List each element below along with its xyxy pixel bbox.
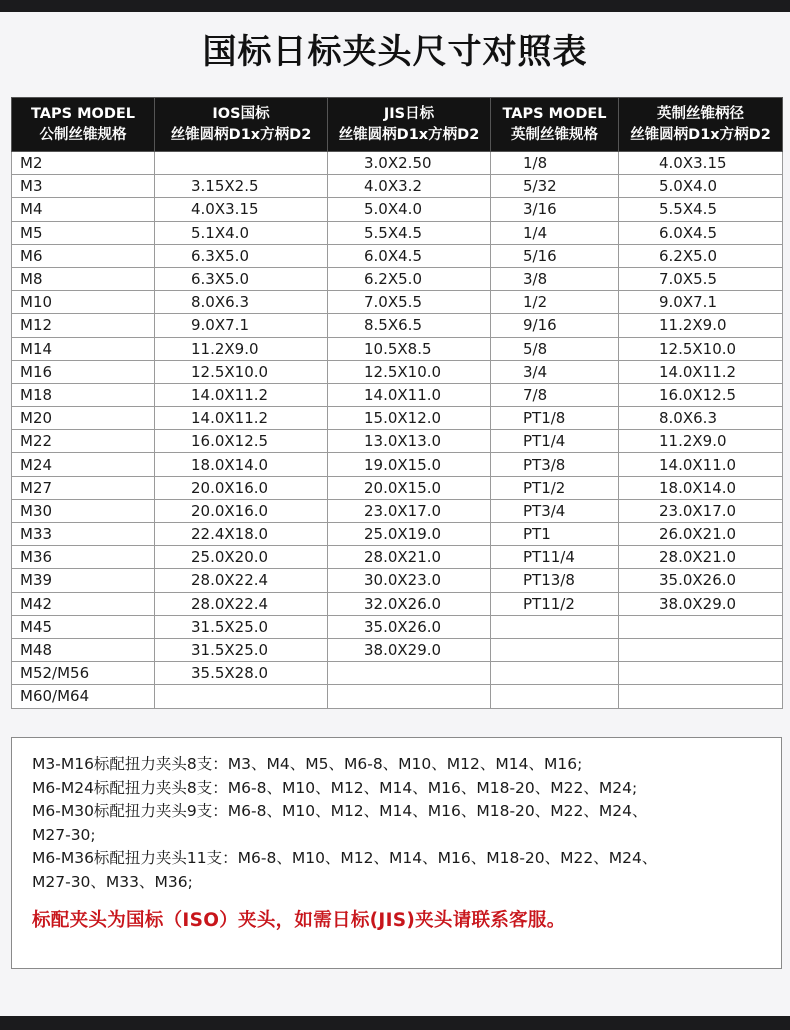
table-row bbox=[12, 638, 783, 661]
table-row bbox=[12, 592, 783, 615]
metric-model-cell: M22 bbox=[12, 430, 155, 453]
metric-model-cell: M60/M64 bbox=[12, 685, 155, 708]
jis-size-cell: 20.0X15.0 bbox=[328, 476, 491, 499]
header-imperial-model: TAPS MODEL 英制丝锥规格 bbox=[491, 98, 619, 152]
imperial-size-cell: 4.0X3.15 bbox=[619, 152, 783, 175]
metric-model-cell: M33 bbox=[12, 523, 155, 546]
imperial-size-cell bbox=[619, 638, 783, 661]
table-row bbox=[12, 546, 783, 569]
table-row bbox=[12, 615, 783, 638]
imperial-size-cell: 35.0X26.0 bbox=[619, 569, 783, 592]
table-row bbox=[12, 198, 783, 221]
jis-size-cell: 25.0X19.0 bbox=[328, 523, 491, 546]
table-row bbox=[12, 267, 783, 290]
iso-size-cell: 18.0X14.0 bbox=[155, 453, 328, 476]
header-metric-model: TAPS MODEL 公制丝锥规格 bbox=[12, 98, 155, 152]
iso-size-cell: 28.0X22.4 bbox=[155, 569, 328, 592]
table-row bbox=[12, 453, 783, 476]
notes-box bbox=[11, 737, 782, 969]
metric-model-cell: M6 bbox=[12, 244, 155, 267]
imperial-model-cell: 3/16 bbox=[491, 198, 619, 221]
imperial-model-cell: 3/8 bbox=[491, 267, 619, 290]
iso-size-cell: 8.0X6.3 bbox=[155, 291, 328, 314]
jis-size-cell bbox=[328, 685, 491, 708]
imperial-model-cell: PT11/2 bbox=[491, 592, 619, 615]
note-line: M6-M30标配扭力夹头9支：M6-8、M10、M12、M14、M16、M18-20、M22、M24、 bbox=[32, 802, 648, 820]
iso-size-cell: 6.3X5.0 bbox=[155, 267, 328, 290]
iso-size-cell: 14.0X11.2 bbox=[155, 407, 328, 430]
table-row bbox=[12, 152, 783, 175]
metric-model-cell: M20 bbox=[12, 407, 155, 430]
imperial-size-cell: 7.0X5.5 bbox=[619, 267, 783, 290]
metric-model-cell: M4 bbox=[12, 198, 155, 221]
imperial-size-cell bbox=[619, 662, 783, 685]
jis-size-cell: 8.5X6.5 bbox=[328, 314, 491, 337]
imperial-size-cell: 11.2X9.0 bbox=[619, 430, 783, 453]
imperial-size-cell: 18.0X14.0 bbox=[619, 476, 783, 499]
metric-model-cell: M27 bbox=[12, 476, 155, 499]
iso-size-cell: 16.0X12.5 bbox=[155, 430, 328, 453]
note-line: M6-M36标配扭力夹头11支：M6-8、M10、M12、M14、M16、M18-20、M22、M24、 bbox=[32, 849, 658, 867]
imperial-size-cell: 5.0X4.0 bbox=[619, 175, 783, 198]
table-row bbox=[12, 476, 783, 499]
jis-size-cell bbox=[328, 662, 491, 685]
metric-model-cell: M16 bbox=[12, 360, 155, 383]
imperial-model-cell: PT1/2 bbox=[491, 476, 619, 499]
metric-model-cell: M14 bbox=[12, 337, 155, 360]
iso-size-cell: 35.5X28.0 bbox=[155, 662, 328, 685]
metric-model-cell: M30 bbox=[12, 499, 155, 522]
metric-model-cell: M10 bbox=[12, 291, 155, 314]
imperial-model-cell: 7/8 bbox=[491, 383, 619, 406]
iso-size-cell: 20.0X16.0 bbox=[155, 499, 328, 522]
iso-size-cell: 9.0X7.1 bbox=[155, 314, 328, 337]
imperial-model-cell: PT13/8 bbox=[491, 569, 619, 592]
header-jis-standard: JIS日标 丝锥圆柄D1x方柄D2 bbox=[328, 98, 491, 152]
imperial-model-cell: PT1/8 bbox=[491, 407, 619, 430]
imperial-model-cell: PT3/8 bbox=[491, 453, 619, 476]
metric-model-cell: M5 bbox=[12, 221, 155, 244]
table-row bbox=[12, 221, 783, 244]
imperial-size-cell: 11.2X9.0 bbox=[619, 314, 783, 337]
jis-size-cell: 30.0X23.0 bbox=[328, 569, 491, 592]
iso-size-cell: 14.0X11.2 bbox=[155, 383, 328, 406]
iso-size-cell bbox=[155, 685, 328, 708]
imperial-size-cell: 14.0X11.0 bbox=[619, 453, 783, 476]
highlight-note: 标配夹头为国标（ISO）夹头，如需日标(JIS)夹头请联系客服。 bbox=[32, 910, 566, 931]
imperial-model-cell: 5/32 bbox=[491, 175, 619, 198]
imperial-size-cell bbox=[619, 615, 783, 638]
iso-size-cell: 12.5X10.0 bbox=[155, 360, 328, 383]
imperial-size-cell: 28.0X21.0 bbox=[619, 546, 783, 569]
metric-model-cell: M39 bbox=[12, 569, 155, 592]
table-row bbox=[12, 499, 783, 522]
jis-size-cell: 13.0X13.0 bbox=[328, 430, 491, 453]
table-row bbox=[12, 244, 783, 267]
jis-size-cell: 15.0X12.0 bbox=[328, 407, 491, 430]
imperial-model-cell bbox=[491, 685, 619, 708]
iso-size-cell: 25.0X20.0 bbox=[155, 546, 328, 569]
header-imperial-shank: 英制丝锥柄径 丝锥圆柄D1x方柄D2 bbox=[619, 98, 783, 152]
note-line: M27-30; bbox=[32, 825, 96, 844]
iso-size-cell: 6.3X5.0 bbox=[155, 244, 328, 267]
metric-model-cell: M12 bbox=[12, 314, 155, 337]
imperial-size-cell: 23.0X17.0 bbox=[619, 499, 783, 522]
table-row bbox=[12, 175, 783, 198]
metric-model-cell: M48 bbox=[12, 638, 155, 661]
imperial-model-cell: PT1/4 bbox=[491, 430, 619, 453]
header-row bbox=[12, 98, 783, 152]
jis-size-cell: 5.0X4.0 bbox=[328, 198, 491, 221]
imperial-size-cell: 26.0X21.0 bbox=[619, 523, 783, 546]
imperial-model-cell: 9/16 bbox=[491, 314, 619, 337]
imperial-model-cell bbox=[491, 638, 619, 661]
jis-size-cell: 19.0X15.0 bbox=[328, 453, 491, 476]
table-row bbox=[12, 291, 783, 314]
metric-model-cell: M42 bbox=[12, 592, 155, 615]
jis-size-cell: 5.5X4.5 bbox=[328, 221, 491, 244]
iso-size-cell: 4.0X3.15 bbox=[155, 198, 328, 221]
iso-size-cell bbox=[155, 152, 328, 175]
imperial-size-cell: 9.0X7.1 bbox=[619, 291, 783, 314]
page-title: 国标日标夹头尺寸对照表 bbox=[202, 32, 588, 72]
table-row bbox=[12, 314, 783, 337]
jis-size-cell: 32.0X26.0 bbox=[328, 592, 491, 615]
header-iso-standard: IOS国标 丝锥圆柄D1x方柄D2 bbox=[155, 98, 328, 152]
table-row bbox=[12, 685, 783, 708]
jis-size-cell: 35.0X26.0 bbox=[328, 615, 491, 638]
metric-model-cell: M36 bbox=[12, 546, 155, 569]
table-row bbox=[12, 662, 783, 685]
table-row bbox=[12, 569, 783, 592]
metric-model-cell: M18 bbox=[12, 383, 155, 406]
table-row bbox=[12, 360, 783, 383]
note-line: M3-M16标配扭力夹头8支：M3、M4、M5、M6-8、M10、M12、M14、M16; bbox=[32, 755, 583, 773]
metric-model-cell: M45 bbox=[12, 615, 155, 638]
imperial-size-cell: 12.5X10.0 bbox=[619, 337, 783, 360]
imperial-size-cell: 5.5X4.5 bbox=[619, 198, 783, 221]
metric-model-cell: M8 bbox=[12, 267, 155, 290]
imperial-size-cell: 6.2X5.0 bbox=[619, 244, 783, 267]
jis-size-cell: 28.0X21.0 bbox=[328, 546, 491, 569]
size-comparison-table bbox=[11, 97, 783, 709]
imperial-model-cell: PT3/4 bbox=[491, 499, 619, 522]
iso-size-cell: 31.5X25.0 bbox=[155, 638, 328, 661]
table-row bbox=[12, 383, 783, 406]
imperial-model-cell bbox=[491, 662, 619, 685]
jis-size-cell: 14.0X11.0 bbox=[328, 383, 491, 406]
table-header bbox=[12, 98, 783, 152]
jis-size-cell: 38.0X29.0 bbox=[328, 638, 491, 661]
jis-size-cell: 23.0X17.0 bbox=[328, 499, 491, 522]
iso-size-cell: 20.0X16.0 bbox=[155, 476, 328, 499]
imperial-size-cell bbox=[619, 685, 783, 708]
iso-size-cell: 31.5X25.0 bbox=[155, 615, 328, 638]
imperial-model-cell: 5/8 bbox=[491, 337, 619, 360]
metric-model-cell: M24 bbox=[12, 453, 155, 476]
iso-size-cell: 3.15X2.5 bbox=[155, 175, 328, 198]
jis-size-cell: 4.0X3.2 bbox=[328, 175, 491, 198]
imperial-model-cell: 5/16 bbox=[491, 244, 619, 267]
iso-size-cell: 28.0X22.4 bbox=[155, 592, 328, 615]
iso-size-cell: 11.2X9.0 bbox=[155, 337, 328, 360]
imperial-size-cell: 8.0X6.3 bbox=[619, 407, 783, 430]
imperial-size-cell: 38.0X29.0 bbox=[619, 592, 783, 615]
iso-size-cell: 5.1X4.0 bbox=[155, 221, 328, 244]
table-row bbox=[12, 337, 783, 360]
imperial-model-cell: 1/2 bbox=[491, 291, 619, 314]
imperial-size-cell: 14.0X11.2 bbox=[619, 360, 783, 383]
bottom-border-bar bbox=[0, 1016, 790, 1030]
note-line: M27-30、M33、M36; bbox=[32, 872, 193, 891]
jis-size-cell: 6.2X5.0 bbox=[328, 267, 491, 290]
iso-size-cell: 22.4X18.0 bbox=[155, 523, 328, 546]
table-row bbox=[12, 523, 783, 546]
imperial-size-cell: 6.0X4.5 bbox=[619, 221, 783, 244]
note-line: M6-M24标配扭力夹头8支：M6-8、M10、M12、M14、M16、M18-20、M22、M24; bbox=[32, 778, 638, 797]
top-border-bar bbox=[0, 0, 790, 12]
jis-size-cell: 3.0X2.50 bbox=[328, 152, 491, 175]
jis-size-cell: 7.0X5.5 bbox=[328, 291, 491, 314]
jis-size-cell: 10.5X8.5 bbox=[328, 337, 491, 360]
metric-model-cell: M3 bbox=[12, 175, 155, 198]
metric-model-cell: M2 bbox=[12, 152, 155, 175]
imperial-model-cell: PT11/4 bbox=[491, 546, 619, 569]
table-row bbox=[12, 407, 783, 430]
metric-model-cell: M52/M56 bbox=[12, 662, 155, 685]
table-body bbox=[12, 152, 783, 709]
jis-size-cell: 6.0X4.5 bbox=[328, 244, 491, 267]
imperial-size-cell: 16.0X12.5 bbox=[619, 383, 783, 406]
table-row bbox=[12, 430, 783, 453]
imperial-model-cell: 1/4 bbox=[491, 221, 619, 244]
jis-size-cell: 12.5X10.0 bbox=[328, 360, 491, 383]
imperial-model-cell: 3/4 bbox=[491, 360, 619, 383]
imperial-model-cell: PT1 bbox=[491, 523, 619, 546]
imperial-model-cell bbox=[491, 615, 619, 638]
imperial-model-cell: 1/8 bbox=[491, 152, 619, 175]
